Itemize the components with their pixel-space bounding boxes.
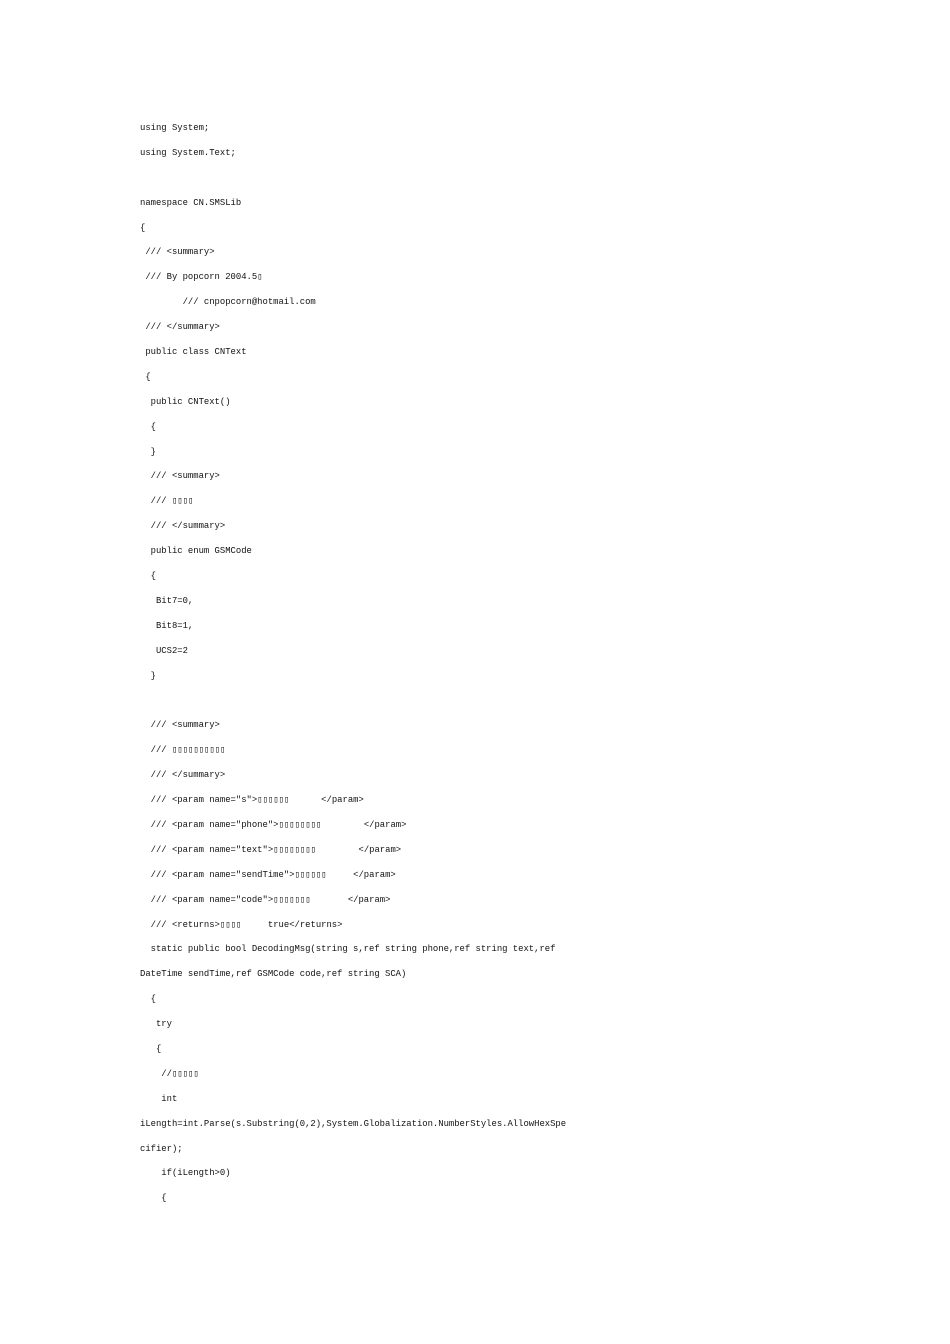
code-line: Bit8=1, <box>140 620 194 631</box>
code-line: Bit7=0, <box>140 595 194 606</box>
code-line: namespace CN.SMSLib <box>140 197 242 208</box>
code-line: if(iLength>0) <box>140 1168 231 1179</box>
code-line: DateTime sendTime,ref GSMCode code,ref string SCA) <box>140 969 407 980</box>
code-line: /// <summary> <box>140 720 220 731</box>
code-line: public class CNText <box>140 347 247 358</box>
code-line: /// </summary> <box>140 770 226 781</box>
code-line: { <box>140 421 156 432</box>
code-line: /// ▯▯▯▯ <box>140 496 194 507</box>
code-line: public CNText() <box>140 396 231 407</box>
code-line: } <box>140 670 156 681</box>
code-line: /// cnpopcorn@hotmail.com <box>140 297 316 308</box>
code-line: int <box>140 1093 178 1104</box>
code-line: { <box>140 571 156 582</box>
code-line: /// </summary> <box>140 521 226 532</box>
code-line: /// <param name="phone">▯▯▯▯▯▯▯▯ </param> <box>140 819 407 830</box>
code-listing <box>140 116 820 1211</box>
code-line: public enum GSMCode <box>140 546 252 557</box>
code-line <box>140 166 820 191</box>
code-line: //▯▯▯▯▯ <box>140 1068 199 1079</box>
code-line: { <box>140 371 151 382</box>
code-line: /// <param name="text">▯▯▯▯▯▯▯▯ </param> <box>140 844 402 855</box>
code-line: /// <param name="sendTime">▯▯▯▯▯▯ </param> <box>140 869 396 880</box>
code-line: static public bool DecodingMsg(string s,ref string phone,ref string text,ref <box>140 944 556 955</box>
code-line: UCS2=2 <box>140 645 188 656</box>
code-line: /// <returns>▯▯▯▯ true</returns> <box>140 919 343 930</box>
code-line: { <box>140 222 146 233</box>
code-line: iLength=int.Parse(s.Substring(0,2),System.Globalization.NumberStyles.AllowHexSpe <box>140 1118 567 1129</box>
code-line: /// </summary> <box>140 322 220 333</box>
code-line: { <box>140 1193 167 1204</box>
code-line: /// <param name="s">▯▯▯▯▯▯ </param> <box>140 795 364 806</box>
code-line: try <box>140 1019 172 1030</box>
code-line: /// <param name="code">▯▯▯▯▯▯▯ </param> <box>140 894 391 905</box>
code-line: { <box>140 994 156 1005</box>
code-line: /// By popcorn 2004.5▯ <box>140 272 263 283</box>
code-line: cifier); <box>140 1143 183 1154</box>
code-line: /// <summary> <box>140 247 215 258</box>
code-line: /// <summary> <box>140 471 220 482</box>
code-line: } <box>140 446 156 457</box>
code-line: using System.Text; <box>140 147 236 158</box>
code-line: using System; <box>140 123 210 133</box>
code-line: { <box>140 1043 162 1054</box>
code-line <box>140 688 820 713</box>
code-line: /// ▯▯▯▯▯▯▯▯▯▯ <box>140 745 226 756</box>
